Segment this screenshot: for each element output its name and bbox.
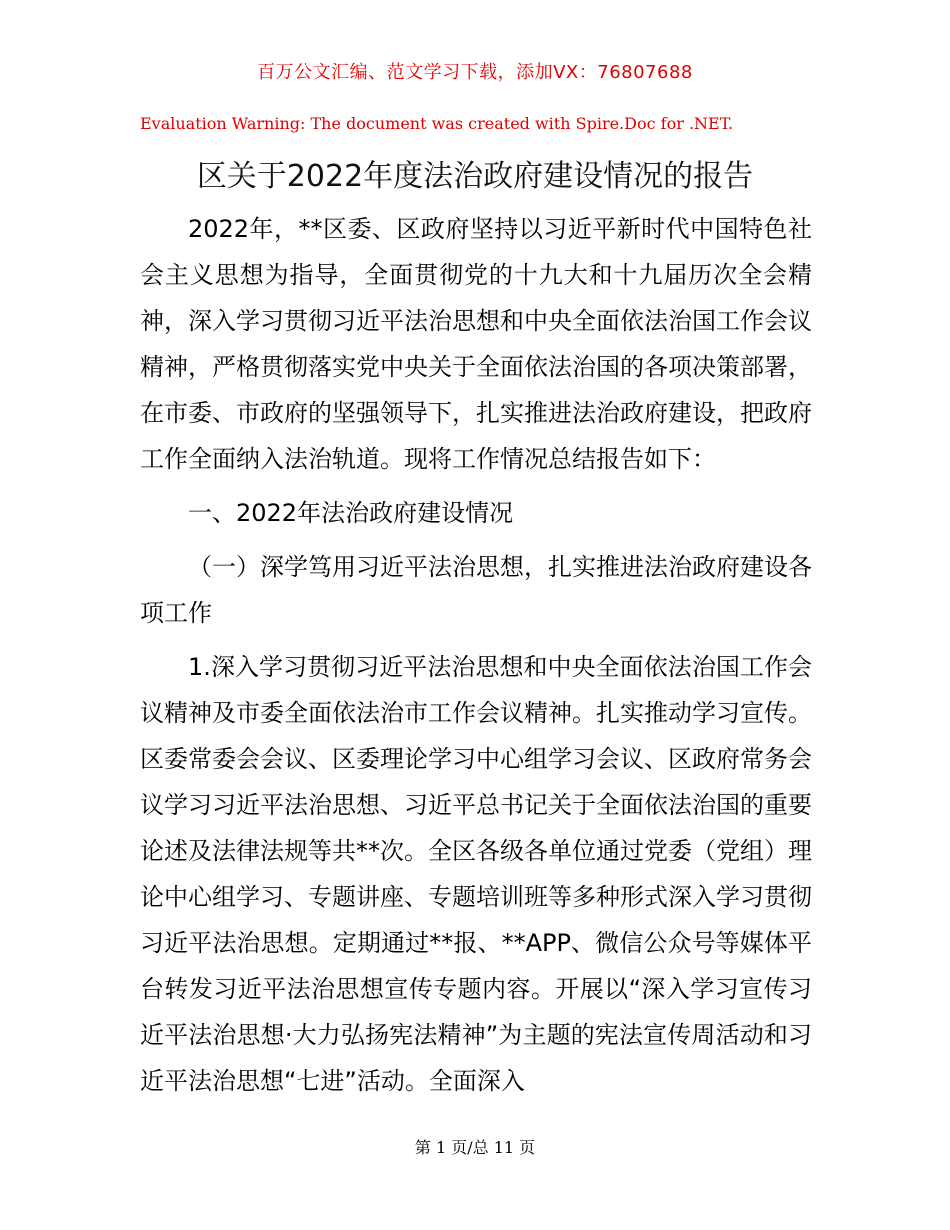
section-heading: 一、2022年法治政府建设情况 <box>188 499 514 527</box>
evaluation-warning: Evaluation Warning: The document was created with Spire.Doc for .NET. <box>140 114 734 133</box>
header-ad-text: 百万公文汇编、范文学习下载，添加VX：76807688 <box>257 62 693 83</box>
subsection-heading: （一）深学笃用习近平法治思想，扎实推进法治政府建设各项工作 <box>140 553 812 627</box>
document-body <box>140 206 812 1104</box>
document-title: 区关于2022年度法治政府建设情况的报告 <box>196 159 754 194</box>
intro-paragraph: 2022年，**区委、区政府坚持以习近平新时代中国特色社会主义思想为指导，全面贯彻党的十九大和十九届历次全会精神，深入学习贯彻习近平法治思想和中央全面依法治国工作会议精神，严格贯彻落实党中央关于全面依法治国的各项决策部署，在市委、市政府的坚强领导下，扎实推进法治政府建设，把政府工作全面纳入法治轨道。现将工作情况总结报告如下： <box>140 215 812 473</box>
page-number: 第 1 页/总 11 页 <box>414 1138 536 1157</box>
body-paragraph: 1.深入学习贯彻习近平法治思想和中央全面依法治国工作会议精神及市委全面依法治市工作会议精神。扎实推动学习宣传。区委常委会会议、区委理论学习中心组学习会议、区政府常务会议学习习近平法治思想、习近平总书记关于全面依法治国的重要论述及法律法规等共**次。全区各级各单位通过党委（党组）理论中心组学习、专题讲座、专题培训班等多种形式深入学习贯彻习近平法治思想。定期通过**报、**APP、微信公众号等媒体平台转发习近平法治思想宣传专题内容。开展以“深入学习宣传习近平法治思想·大力弘扬宪法精神”为主题的宪法宣传周活动和习近平法治思想“七进”活动。全面深入 <box>140 653 812 1095</box>
